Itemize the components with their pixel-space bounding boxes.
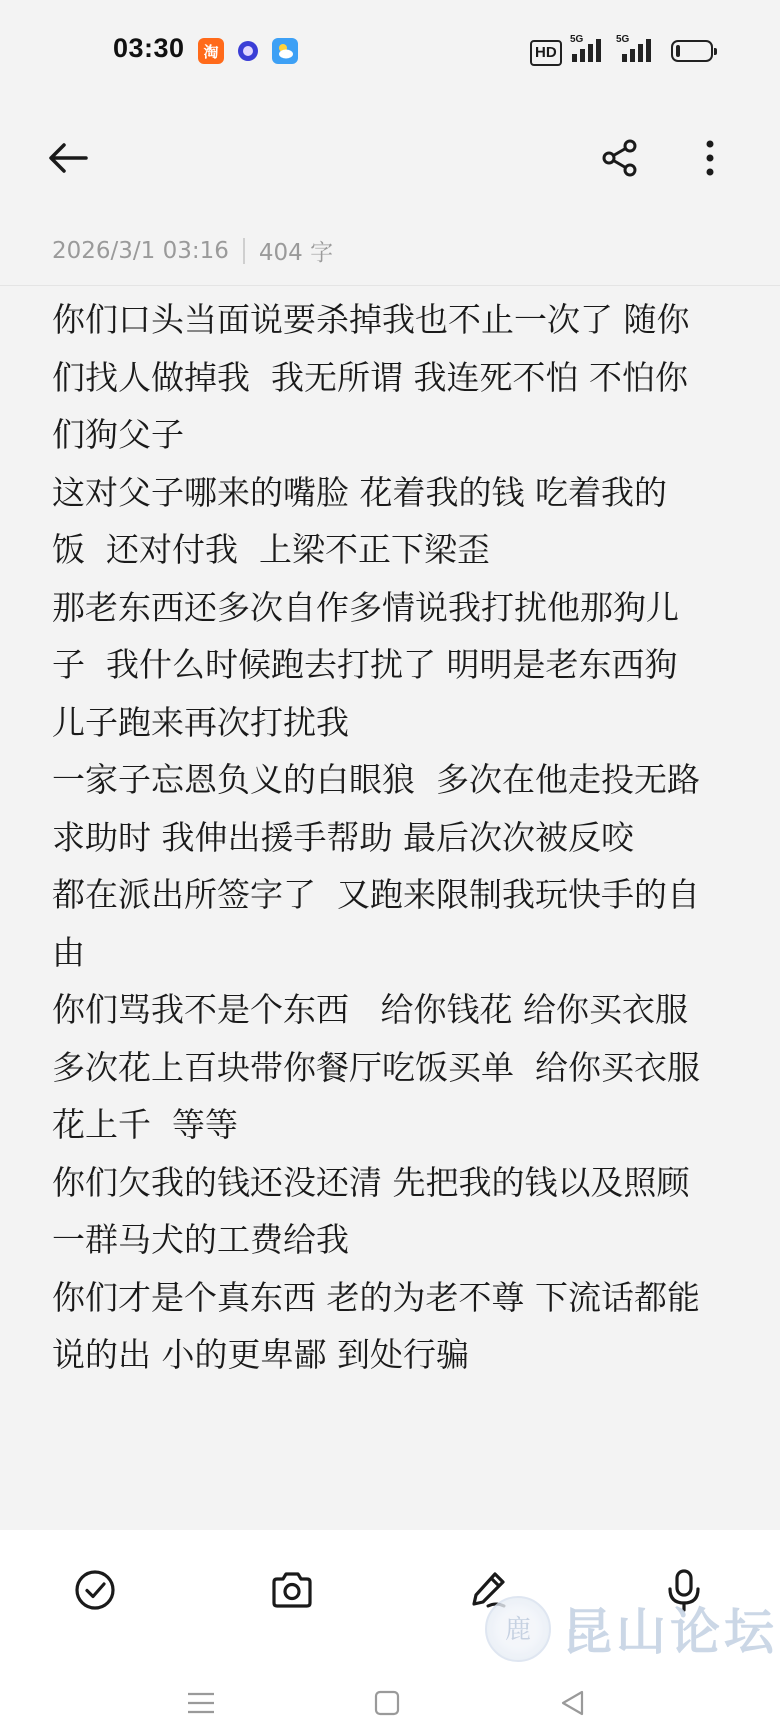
- watermark-seal: [485, 1596, 551, 1662]
- nav-back-button[interactable]: [548, 1678, 598, 1728]
- more-vertical-icon: [704, 138, 716, 178]
- status-bar: [0, 0, 780, 100]
- note-line: 都在派出所签字了 又跑来限制我玩快手的自: [52, 875, 700, 914]
- battery-icon: [671, 40, 713, 62]
- watermark-seal-text: 鹿: [504, 1615, 532, 1645]
- note-line: 一家子忘恩负义的白眼狼 多次在他走投无路: [52, 760, 700, 799]
- signal-icon: [570, 36, 608, 68]
- nav-menu-button[interactable]: [176, 1678, 226, 1728]
- divider: [0, 285, 780, 286]
- note-line: 你们才是个真东西 老的为老不尊 下流话都能: [52, 1277, 700, 1317]
- note-content[interactable]: [52, 291, 742, 1384]
- weather-icon: [272, 38, 298, 64]
- back-triangle-icon: [558, 1688, 588, 1718]
- note-line: 你们口头当面说要杀掉我也不止一次了 随你: [52, 300, 690, 339]
- note-line: 求助时 我伸出援手帮助 最后次次被反咬: [52, 817, 634, 857]
- checklist-icon: [73, 1568, 117, 1612]
- signal-type-label: 5G: [570, 34, 584, 45]
- menu-icon: [185, 1690, 217, 1716]
- note-line: 子 我什么时候跑去打扰了 明明是老东西狗: [52, 645, 678, 684]
- checklist-button[interactable]: [63, 1558, 127, 1622]
- note-date: 2026/3/1 03:16: [52, 237, 229, 264]
- taobao-icon: 淘: [198, 38, 224, 64]
- back-arrow-icon: [46, 140, 90, 176]
- note-meta: [52, 234, 333, 267]
- note-line: 说的出 小的更卑鄙 到处行骗: [52, 1335, 469, 1374]
- note-line: 这对父子哪来的嘴脸 花着我的钱 吃着我的: [52, 472, 667, 512]
- note-line: 多次花上百块带你餐厅吃饭买单 给你买衣服: [52, 1047, 700, 1087]
- note-line: 你们欠我的钱还没还清 先把我的钱以及照顾: [52, 1162, 690, 1202]
- messenger-icon: [235, 38, 261, 64]
- note-char-count: 404 字: [258, 240, 334, 266]
- hd-badge: HD: [530, 40, 562, 66]
- meta-separator: [243, 238, 245, 264]
- note-line: 花上千 等等: [52, 1105, 238, 1144]
- back-button[interactable]: [38, 128, 98, 188]
- camera-button[interactable]: [260, 1558, 324, 1622]
- home-icon: [372, 1688, 402, 1718]
- note-line: 那老东西还多次自作多情说我打扰他那狗儿: [52, 587, 679, 627]
- camera-icon: [269, 1568, 315, 1612]
- watermark-logo: 昆山论坛: [562, 1602, 778, 1661]
- note-line: 儿子跑来再次打扰我: [52, 702, 349, 742]
- nav-home-button[interactable]: [362, 1678, 412, 1728]
- note-line: 一群马犬的工费给我: [52, 1220, 349, 1259]
- status-time: 03:30: [113, 33, 185, 63]
- more-options-button[interactable]: [680, 128, 740, 188]
- note-line: 们找人做掉我 我无所谓 我连死不怕 不怕你: [52, 357, 688, 397]
- signal-type-label: 5G: [616, 34, 630, 45]
- share-icon: [600, 138, 640, 178]
- note-line: 们狗父子: [52, 415, 184, 454]
- signal-icon: [616, 36, 658, 68]
- note-line: 你们骂我不是个东西 给你钱花 给你买衣服: [52, 990, 688, 1029]
- note-line: 饭 还对付我 上梁不正下梁歪: [52, 530, 490, 569]
- note-line: 由: [52, 932, 85, 972]
- share-button[interactable]: [590, 128, 650, 188]
- battery-level: [676, 45, 680, 57]
